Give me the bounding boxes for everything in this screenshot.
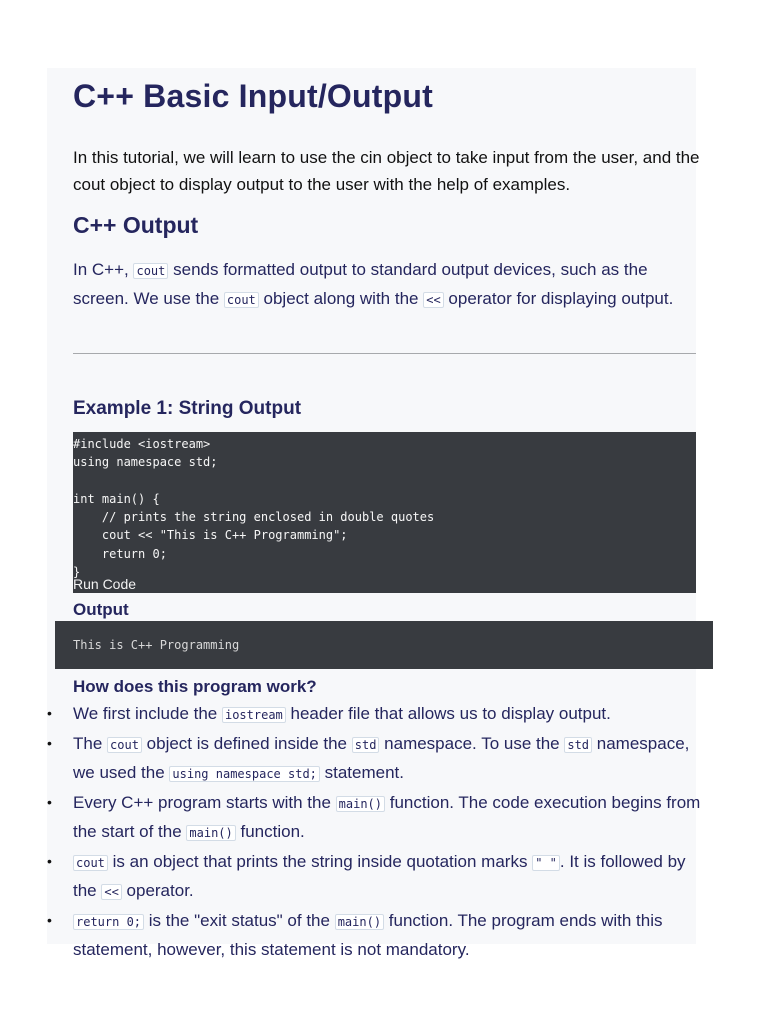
inline-code: cout	[73, 855, 108, 871]
inline-code: <<	[101, 884, 121, 900]
explanation-list	[73, 700, 703, 964]
output-block	[55, 621, 713, 669]
text: operator.	[121, 881, 194, 900]
example-heading: Example 1: String Output	[73, 398, 302, 419]
list-item	[73, 907, 703, 964]
intro-text: In this tutorial, we will learn to use the cin object to take input from the user, and the cout object to display output to the user with the help of examples.	[73, 148, 700, 194]
text: We first include the	[73, 704, 222, 723]
text: sends formatted output to standard output devices, such as the screen. We use the	[73, 260, 648, 308]
inline-code: " "	[532, 855, 560, 871]
section-heading: C++ Output	[73, 212, 199, 238]
inline-code: iostream	[222, 707, 286, 723]
page-title: C++ Basic Input/Output	[73, 78, 433, 114]
text: object is defined inside the	[141, 733, 352, 753]
inline-code: std	[564, 737, 592, 753]
output-text: This is C++ Programming	[73, 638, 240, 652]
inline-code: cout	[133, 263, 168, 279]
text: namespace, we used the	[73, 733, 690, 782]
text: object along with the	[258, 289, 424, 308]
inline-code: main()	[335, 914, 384, 930]
text: function. The code execution begins from the start of the	[73, 792, 701, 841]
inline-code: main()	[336, 796, 385, 812]
run-code-link[interactable]: Run Code	[73, 576, 137, 592]
output-label: Output	[73, 600, 129, 619]
list-item	[73, 848, 703, 907]
text: The	[73, 733, 108, 753]
text: function. The program ends with this statement, however, this statement is not mandatory.	[73, 910, 663, 959]
inline-code: using namespace std;	[169, 766, 320, 782]
text: function.	[235, 822, 305, 841]
text: header file that allows us to display output.	[285, 704, 611, 723]
list-item	[73, 730, 703, 789]
text: operator for displaying output.	[443, 289, 674, 308]
text: is an object that prints the string inside quotation marks	[107, 851, 533, 871]
inline-code: cout	[107, 737, 142, 753]
inline-code: std	[352, 737, 380, 753]
text: In C++,	[73, 260, 134, 279]
section-paragraph	[73, 256, 695, 314]
divider	[73, 353, 696, 354]
code-block	[73, 432, 696, 593]
code-text: #include <iostream> using namespace std; int main() { // prints the string enclosed in double quotes cout << "This is C++ Programming"; return 0; }	[73, 437, 435, 580]
inline-code: return 0;	[73, 914, 144, 930]
inline-code: main()	[186, 825, 235, 841]
list-item	[73, 700, 703, 730]
text: Every C++ program starts with the	[73, 792, 336, 812]
text: is the "exit status" of the	[144, 910, 335, 930]
how-heading: How does this program work?	[73, 677, 317, 696]
text: statement.	[319, 763, 405, 782]
list-item	[73, 789, 703, 848]
text: . It is followed by the	[73, 851, 686, 900]
inline-code: <<	[423, 292, 443, 308]
text: namespace. To use the	[379, 733, 565, 753]
inline-code: cout	[224, 292, 259, 308]
